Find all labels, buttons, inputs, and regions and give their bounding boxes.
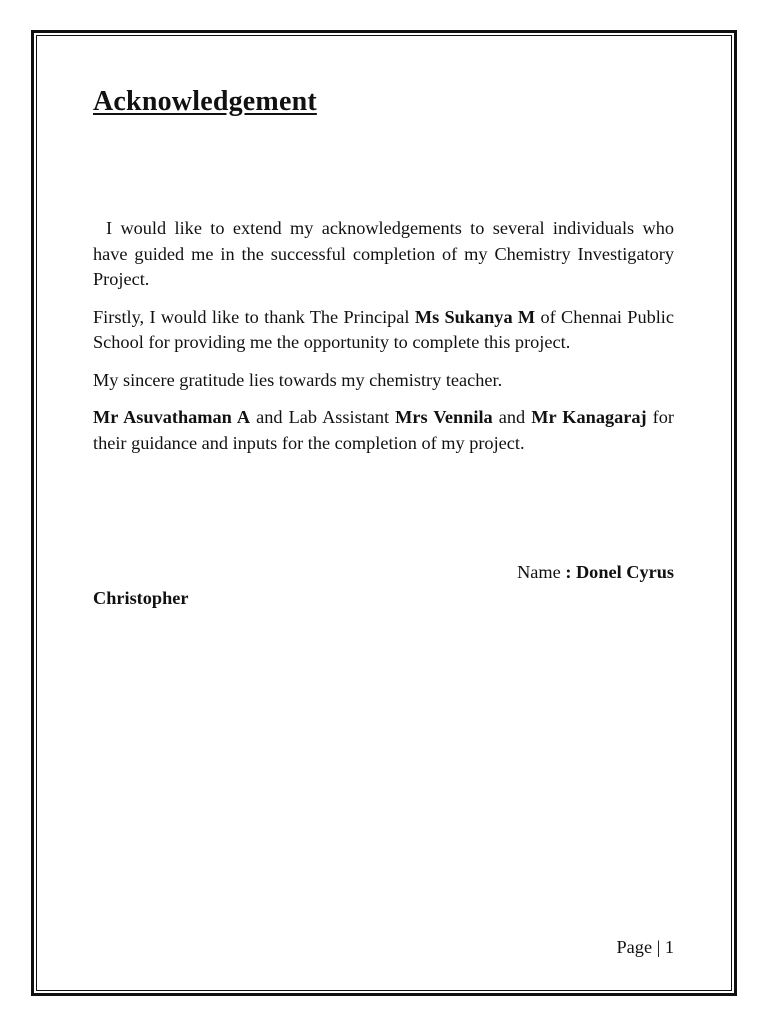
signature-label: Name [517,562,561,582]
principal-text-post: of Chennai Public School for providing me the opportunity to complete this project. [93,306,674,352]
page-number: Page | 1 [616,937,674,957]
signature-name-line-2: Christopher [93,587,189,608]
teachers-text-mid2: and [492,407,532,427]
page-title: Acknowledgement [93,86,317,117]
paragraph-gratitude: My sincere gratitude lies towards my chemistry teacher. [93,369,503,390]
principal-name: Ms Sukanya M [414,306,536,327]
principal-text-pre: Firstly, I would like to thank The Principal [93,306,415,327]
assistant-name-1: Mrs Vennila [395,407,493,427]
body-text [93,216,674,468]
teachers-text-post: for their guidance and inputs for the completion of my project. [93,407,674,453]
signature-name-line-1: Donel Cyrus [575,562,674,582]
signature-line-1 [93,560,674,586]
signature-block [93,560,674,611]
paragraph-teachers [93,405,674,456]
page-border-inner [36,35,732,991]
assistant-name-2: Mr Kanagaraj [531,407,647,427]
paragraph-intro: I would like to extend my acknowledgements to several individuals who have guided me in the successful completion of my Chemistry Investigatory Project. [93,218,674,289]
signature-separator: : [560,562,576,582]
paragraph-principal [93,305,674,356]
teachers-text-mid1: and Lab Assistant [250,407,396,427]
teacher-name: Mr Asuvathaman A [93,407,251,427]
